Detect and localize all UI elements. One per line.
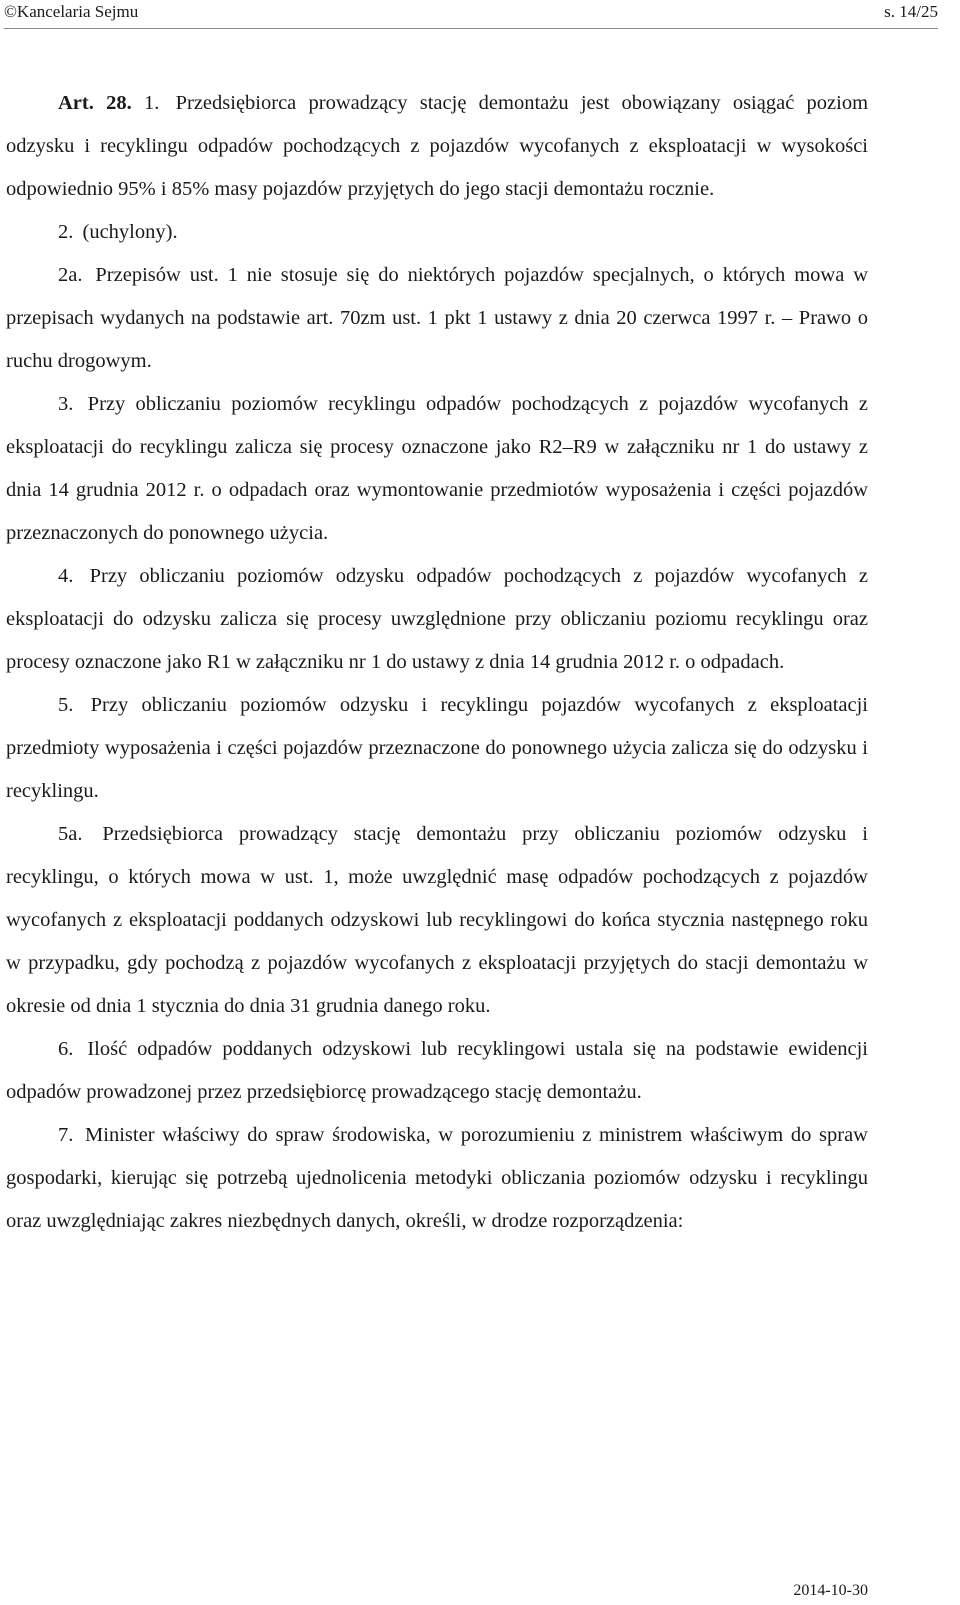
paragraph-number: 2a.	[58, 264, 83, 286]
document-date: 2014-10-30	[793, 1582, 868, 1599]
paragraph-7	[6, 1114, 868, 1243]
paragraph-text: Przedsiębiorca prowadzący stację demontażu jest obowiązany osiągać poziom odzysku i recyklingu odpadów pochodzących z pojazdów wycofanych z eksploatacji w wysokości odpowiednio 95% i 85% masy pojazdów przyjętych do jego stacji demontażu rocznie.	[6, 92, 869, 200]
paragraph-2	[6, 211, 868, 254]
paragraph-text: Przy obliczaniu poziomów odzysku odpadów pochodzących z pojazdów wycofanych z eksploatacji do odzysku zalicza się procesy uwzględnione przy obliczaniu poziomu recyklingu oraz procesy oznaczone jako R1 w załączniku nr 1 do ustawy z dnia 14 grudnia 2012 r. o odpadach.	[6, 565, 868, 673]
page-number: s. 14/25	[884, 2, 938, 21]
paragraph-6	[6, 1028, 868, 1114]
paragraph-number: 7.	[58, 1124, 74, 1146]
paragraph-text: Minister właściwy do spraw środowiska, w porozumieniu z ministrem właściwym do spraw gospodarki, kierując się potrzebą ujednolicenia metodyki obliczania poziomów odzysku i recyklingu oraz uwzględniając zakres niezbędnych danych, określi, w drodze rozporządzenia:	[6, 1124, 868, 1232]
paragraph-text: Przedsiębiorca prowadzący stację demontażu przy obliczaniu poziomów odzysku i recyklingu, o których mowa w ust. 1, może uwzględnić masę odpadów pochodzących z pojazdów wycofanych z eksploatacji poddanych odzyskowi lub recyklingowi do końca stycznia następnego roku w przypadku, gdy pochodzą z pojazdów wycofanych z eksploatacji przyjętych do stacji demontażu w okresie od dnia 1 stycznia do dnia 31 grudnia danego roku.	[6, 823, 868, 1017]
paragraph-5a	[6, 813, 868, 1028]
paragraph-4	[6, 555, 868, 684]
paragraph-text: (uchylony).	[82, 221, 178, 243]
paragraph-text: Przy obliczaniu poziomów odzysku i recyklingu pojazdów wycofanych z eksploatacji przedmioty wyposażenia i części pojazdów przeznaczone do ponownego użycia zalicza się do odzysku i recyklingu.	[6, 694, 869, 802]
paragraph-5	[6, 684, 868, 813]
paragraph-3	[6, 383, 868, 555]
paragraph-number: 1.	[143, 92, 160, 114]
paragraph-number: 4.	[58, 565, 74, 587]
paragraph-text: Przepisów ust. 1 nie stosuje się do niektórych pojazdów specjalnych, o których mowa w przepisach wydanych na podstawie art. 70zm ust. 1 pkt 1 ustawy z dnia 20 czerwca 1997 r. – Prawo o ruchu drogowym.	[6, 264, 869, 372]
paragraph-text: Przy obliczaniu poziomów recyklingu odpadów pochodzących z pojazdów wycofanych z eksploatacji do recyklingu zalicza się procesy oznaczone jako R2–R9 w załączniku nr 1 do ustawy z dnia 14 grudnia 2012 r. o odpadach oraz wymontowanie przedmiotów wyposażenia i części pojazdów przeznaczonych do ponownego użycia.	[6, 393, 868, 544]
paragraph-number: 3.	[58, 393, 74, 415]
paragraph-1	[6, 82, 868, 211]
paragraph-number: 5.	[58, 694, 74, 716]
copyright-notice: ©Kancelaria Sejmu	[4, 2, 139, 21]
paragraph-2a	[6, 254, 868, 383]
paragraph-number: 5a.	[58, 823, 83, 845]
document-body	[6, 82, 868, 1243]
paragraph-number: 6.	[58, 1038, 74, 1060]
page-header	[4, 0, 938, 29]
paragraph-number: 2.	[58, 221, 74, 243]
paragraph-text: Ilość odpadów poddanych odzyskowi lub recyklingowi ustala się na podstawie ewidencji odpadów prowadzonej przez przedsiębiorcę prowadzącego stację demontażu.	[6, 1038, 869, 1103]
article-label: Art. 28.	[58, 92, 132, 114]
